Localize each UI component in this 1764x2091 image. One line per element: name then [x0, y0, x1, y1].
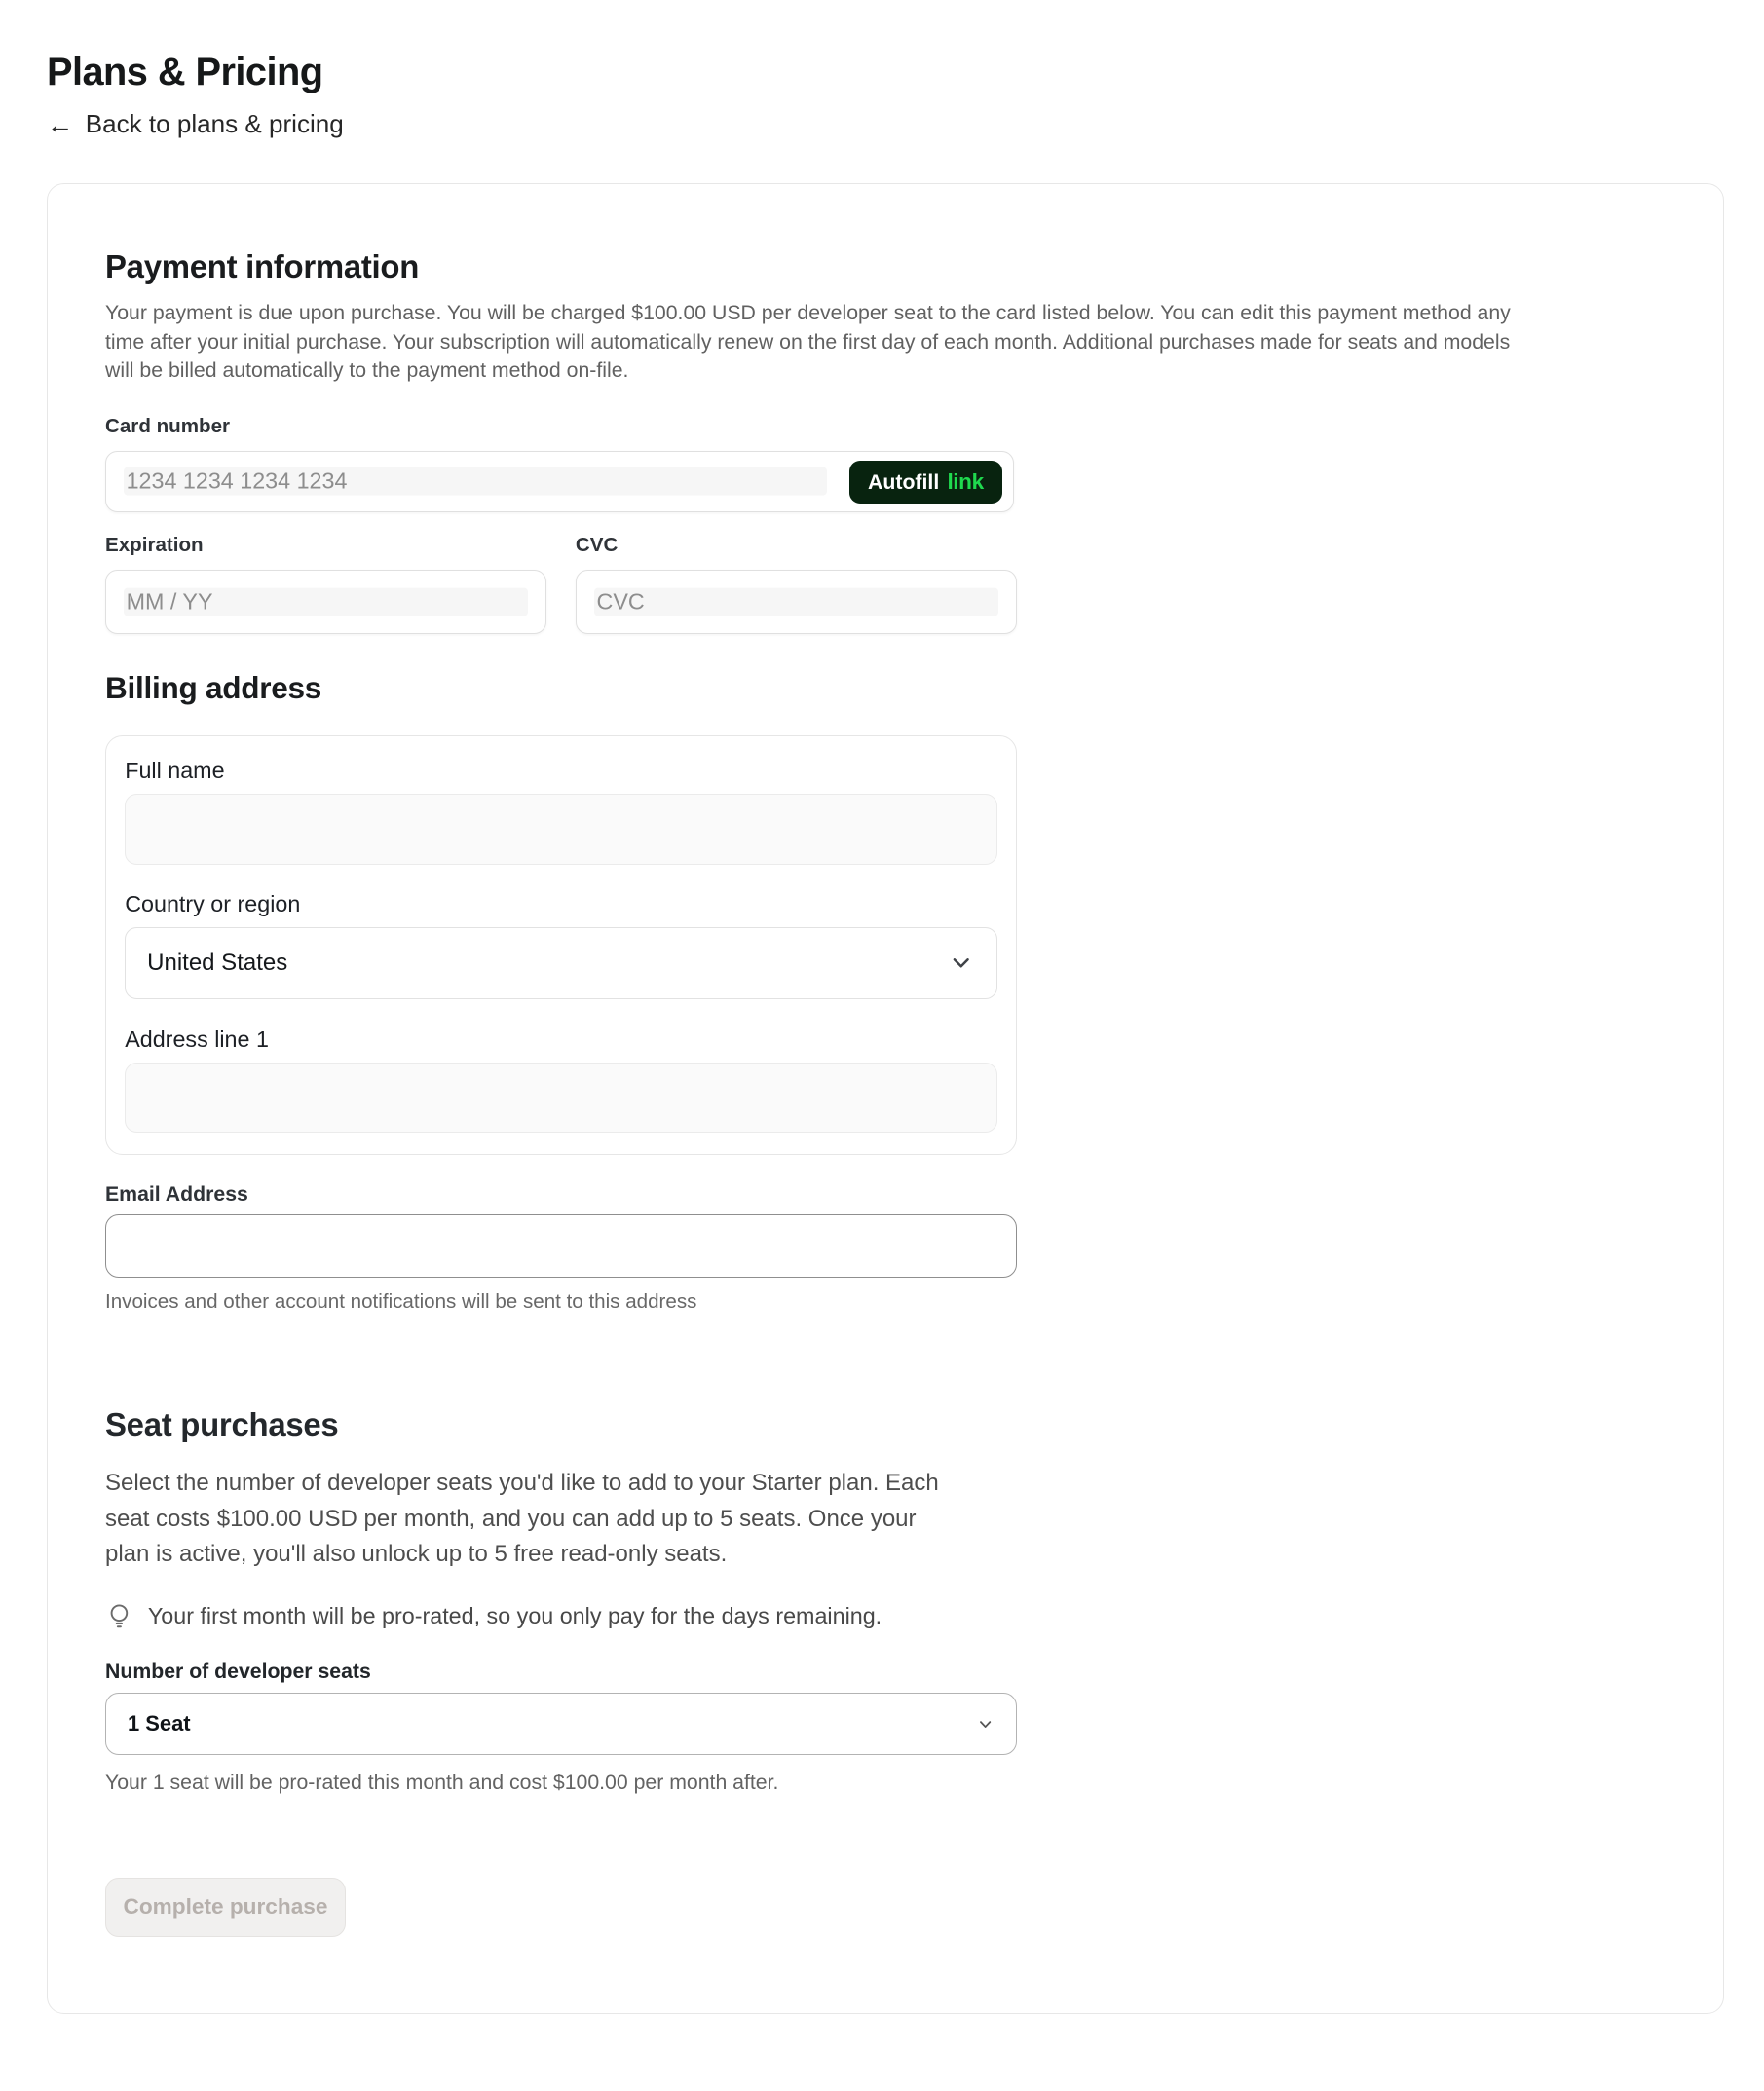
card-number-input[interactable] [105, 451, 1014, 512]
prorate-tip [105, 1602, 1666, 1631]
payment-information-heading: Payment information [105, 248, 420, 285]
billing-address-heading: Billing address [105, 669, 322, 705]
seat-count-value: 1 Seat [127, 1711, 191, 1736]
seat-prorate-helper: Your 1 seat will be pro-rated this month and cost $100.00 per month after. [105, 1770, 779, 1794]
back-link-label: Back to plans & pricing [85, 109, 344, 139]
cvc-skeleton [594, 587, 998, 616]
payment-description-line: will be billed automatically to the payment method on-file. [105, 358, 629, 383]
page-title: Plans & Pricing [47, 51, 323, 94]
complete-purchase-button[interactable]: Complete purchase [105, 1878, 346, 1938]
expiration-placeholder: MM / YY [126, 588, 213, 615]
cvc-field [576, 534, 1017, 634]
expiration-cvc-row [105, 534, 1666, 634]
card-number-label: Card number [105, 414, 231, 437]
email-address-input[interactable] [105, 1214, 1017, 1279]
link-brand-logo: link [947, 469, 984, 495]
expiration-field [105, 534, 546, 634]
cvc-input[interactable] [576, 570, 1017, 634]
autofill-link-button[interactable] [849, 461, 1002, 504]
autofill-label: Autofill [868, 469, 940, 494]
payment-description-line: Your payment is due upon purchase. You will be charged $100.00 USD per developer seat to the card listed below. You can edit this payment method any [105, 301, 1511, 325]
email-helper-text: Invoices and other account notifications will be sent to this address [105, 1290, 697, 1314]
billing-address-fieldset [105, 735, 1017, 1155]
seat-count-label: Number of developer seats [105, 1660, 371, 1684]
card-number-field [105, 415, 1666, 512]
payment-description [105, 299, 1666, 386]
cvc-placeholder: CVC [596, 588, 645, 615]
expiration-label: Expiration [105, 533, 204, 556]
address-line1-label: Address line 1 [125, 1026, 269, 1052]
country-label: Country or region [125, 891, 301, 916]
country-select[interactable] [125, 927, 996, 999]
seat-purchases-heading: Seat purchases [105, 1406, 339, 1443]
seats-description-line: Select the number of developer seats you'd like to add to your Starter plan. Each [105, 1470, 939, 1497]
back-link[interactable] [47, 109, 344, 139]
address-line1-input[interactable] [125, 1063, 996, 1134]
prorate-tip-text: Your first month will be pro-rated, so you only pay for the days remaining. [147, 1603, 882, 1629]
cvc-label: CVC [575, 533, 619, 556]
full-name-input[interactable] [125, 794, 996, 865]
country-select-value: United States [147, 950, 288, 977]
lightbulb-icon [105, 1602, 133, 1631]
chevron-down-icon [948, 950, 974, 976]
email-address-label: Email Address [105, 1181, 248, 1206]
seats-description-line: plan is active, you'll also unlock up to 5 free read-only seats. [105, 1541, 728, 1568]
chevron-down-icon [976, 1715, 995, 1734]
payment-description-line: time after your initial purchase. Your subscription will automatically renew on the first day of each month. Additional purchases made for seats and models [105, 329, 1511, 354]
seat-purchases-description [105, 1466, 1666, 1572]
expiration-input[interactable] [105, 570, 546, 634]
back-arrow-icon: ← [47, 108, 74, 139]
seats-description-line: seat costs $100.00 USD per month, and you can add up to 5 seats. Once your [105, 1505, 917, 1532]
card-number-placeholder: 1234 1234 1234 1234 [126, 467, 348, 494]
checkout-panel [47, 183, 1724, 2014]
seat-count-select[interactable] [105, 1693, 1017, 1755]
page-header [0, 0, 1764, 139]
full-name-label: Full name [125, 757, 225, 783]
